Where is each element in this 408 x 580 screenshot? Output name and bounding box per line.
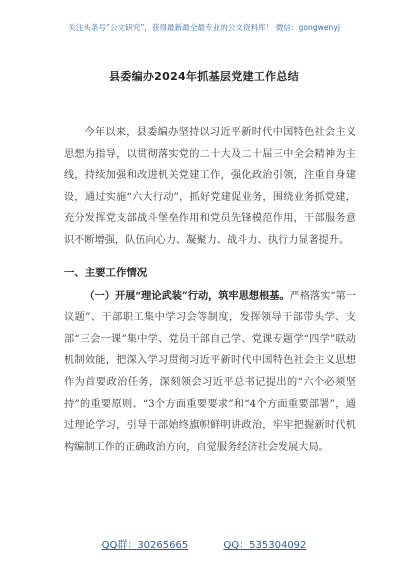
footer xyxy=(0,536,408,551)
document-body xyxy=(64,122,356,458)
intro-paragraph: 今年以来，县委编办坚持以习近平新时代中国特色社会主义思想为指导，以贯彻落实党的二十大及二十届三中全会精神为主线，持续加强和改进机关党建工作，强化政治引领，注重自身建设，通过实施“六大行动”，抓好党建促业务，围绕业务抓党建，充分发挥党支部战斗堡垒作用和党员先锋模范作用，干部服务意识不断增强，队伍向心力、凝聚力、战斗力、执行力显著提升。 xyxy=(64,127,356,246)
subsection-body: 严格落实“第一议题”、干部职工集中学习会等制度，发挥领导干部带头学、支部“三会一课”集中学、党员干部自己学、党课专题学“四学”联动机制效能，把深入学习贯彻习近平新时代中国特色社会主义思想作为首要政治任务，深刻领会习近平总书记提出的“六个必须坚持”的重要原则、“3个方面重要要求”和“4个方面重要部署”，通过理论学习，引导干部始终旗帜鲜明讲政治，牢牢把握新时代机构编制工作的正确政治方向，自觉服务经济社会发展大局。 xyxy=(64,290,357,453)
document-title: 县委编办2024年抓基层党建工作总结 xyxy=(108,70,299,83)
header-banner: 关注头条号“公文研究”，获得最新最全最专业的公文资料库！ 微信：gongwenyj xyxy=(68,23,340,32)
subsection-heading: （一）开展“理论武装”行动，筑牢思想根基。 xyxy=(84,289,290,302)
footer-qq-contact[interactable]: QQ：535304092 xyxy=(223,540,307,551)
subsection-paragraph xyxy=(64,286,356,459)
section-heading: 一、主要工作情况 xyxy=(64,266,148,279)
footer-qq-group[interactable]: QQ群：30265665 xyxy=(101,540,189,551)
